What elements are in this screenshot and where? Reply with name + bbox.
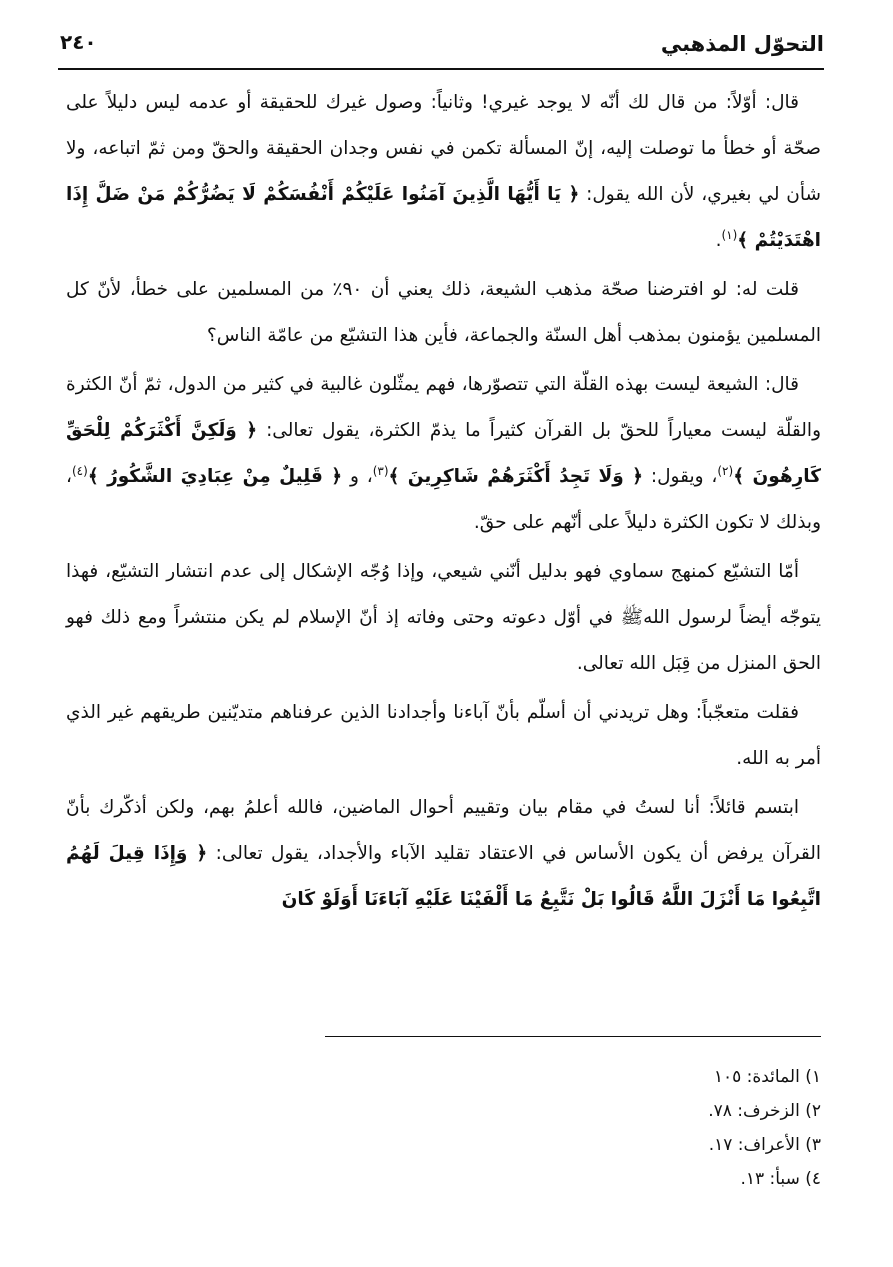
text-run: فقلت متعجّباً: وهل تريدني أن أسلّم بأنّ آباءنا وأجدادنا الذين عرفناهم متديّنين طريقهم غير الذي أمر به الله.: [66, 702, 821, 769]
paragraph: [66, 549, 821, 687]
paragraph: [66, 362, 821, 546]
paragraph: [66, 785, 821, 923]
header-rule: [58, 68, 824, 70]
paragraph: [66, 80, 821, 264]
text-run: ، و: [342, 466, 373, 487]
body-text: [66, 80, 821, 926]
text-run: .: [715, 230, 722, 251]
text-run: قلت له: لو افترضنا صحّة مذهب الشيعة، ذلك يعني أن ٩٠٪ من المسلمين على خطأ، لأنّ كل المسلمين يؤمنون بمذهب أهل السنّة والجماعة، فأين هذا التشيّع من عامّة الناس؟: [66, 279, 821, 346]
footnote: ٤) سبأ: ١٣.: [740, 1169, 821, 1189]
page-number: ٢٤٠: [60, 30, 97, 54]
text-run: قال: الشيعة ليست بهذه القلّة التي تتصوّرها، فهم يمثّلون غالبية في كثير من الدول، ثمّ أنّ الكثرة والقلّة ليست معياراً للحقّ بل القرآن كثيراً ما يذمّ الكثرة، يقول تعالى:: [66, 374, 821, 441]
footnote-ref: (٢): [717, 463, 734, 478]
quran-quote: ﴿ وَلَكِنَّ أَكْثَرَكُمْ لِلْحَقِّ كَارِهُونَ ﴾: [66, 420, 822, 487]
text-run: ، وبذلك لا تكون الكثرة دليلاً على أنّهم على حقّ.: [66, 466, 821, 533]
footnote: ٢) الزخرف: ٧٨.: [708, 1101, 821, 1121]
quran-quote: ﴿ يَا أَيُّهَا الَّذِينَ آمَنُوا عَلَيْكُمْ أَنْفُسَكُمْ لَا يَضُرُّكُمْ مَنْ ضَلَّ إِذَا اهْتَدَيْتُمْ ﴾: [66, 184, 821, 251]
quran-quote: ﴿ وَإِذَا قِيلَ لَهُمُ اتَّبِعُوا مَا أَنْزَلَ اللَّهُ قَالُوا بَلْ نَتَّبِعُ مَا أَلْفَيْنَا عَلَيْهِ آبَاءَنَا أَوَلَوْ كَانَ: [66, 843, 821, 910]
text-run: أمّا التشيّع كمنهج سماوي فهو بدليل أنّني شيعي، وإذا وُجّه الإشكال إلى عدم انتشار التشيّع، فهذا يتوجّه أيضاً لرسول اللهﷺ في أوّل دعوته وحتى وفاته إذ أنّ الإسلام لم يكن منتشراً ومع ذلك فهو الحق المنزل من قِبَل الله تعالى.: [66, 561, 821, 674]
text-run: ، ويقول:: [643, 466, 718, 487]
paragraph: [66, 267, 821, 359]
footnote-ref: (٣): [372, 463, 389, 478]
page-header: [58, 28, 824, 68]
quran-quote: ﴿ قَلِيلٌ مِنْ عِبَادِيَ الشَّكُورُ ﴾: [87, 466, 343, 487]
footnote: ١) المائدة: ١٠٥: [713, 1067, 821, 1087]
footnote-rule: [325, 1036, 821, 1037]
running-title: التحوّل المذهبي: [660, 32, 824, 56]
quran-quote: ﴿ وَلَا تَجِدُ أَكْثَرَهُمْ شَاكِرِينَ ﴾: [388, 466, 643, 487]
text-run: ابتسم قائلاً: أنا لستُ في مقام بيان وتقييم أحوال الماضين، فالله أعلمُ بهم، ولكن أذكّرك بأنّ القرآن يرفض أن يكون الأساس في الاعتقاد تقليد الآباء والأجداد، يقول تعالى:: [66, 797, 821, 864]
footnotes: [421, 1060, 821, 1196]
text-run: قال: أوّلاً: من قال لك أنّه لا يوجد غيري! وثانياً: وصول غيرك للحقيقة أو عدمه ليس دليلاً على صحّة أو خطأ ما توصلت إليه، إنّ المسألة تكمن في نفس وجدان الحقيقة والحقّ ومن ثمّ اتباعه، ولا شأن لي بغيري، لأن الله يقول:: [66, 92, 821, 205]
paragraph: [66, 690, 821, 782]
footnote: ٣) الأعراف: ١٧.: [708, 1135, 821, 1155]
footnote-ref: (١): [721, 227, 738, 242]
footnote-ref: (٤): [71, 463, 88, 478]
